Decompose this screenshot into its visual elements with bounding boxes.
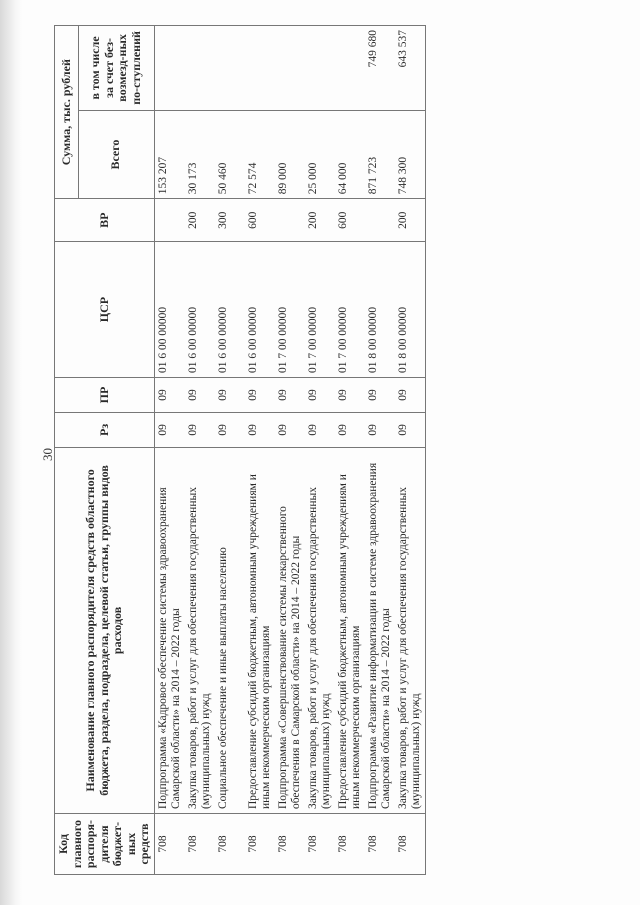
cell-vr [275,199,305,242]
header-code: Код главного распоря-дителя бюджет-ных средств [55,814,155,875]
cell-rz: 09 [275,412,305,447]
cell-pr: 09 [185,378,215,413]
table-row [245,26,275,875]
cell-name: Предоставление субсидий бюджетным, автономным учреждениям и иным некоммерческим организациям [335,447,365,813]
cell-pr: 09 [305,378,335,413]
cell-total: 153 207 [154,110,185,198]
cell-total: 64 000 [335,110,365,198]
table-row [305,26,335,875]
cell-name: Подпрограмма «Кадровое обеспечение системы здравоохранения Самарской области» на 2014 – 2022 годы [154,447,185,813]
cell-code: 708 [365,814,395,875]
cell-pr: 09 [154,378,185,413]
cell-pr: 09 [365,378,395,413]
table-row [365,26,395,875]
cell-csr: 01 8 00 00000 [395,242,426,378]
cell-vr: 600 [245,199,275,242]
table-row [275,26,305,875]
cell-code: 708 [335,814,365,875]
cell-vr [154,199,185,242]
cell-code: 708 [154,814,185,875]
cell-name: Предоставление субсидий бюджетным, автономным учреждениям и иным некоммерческим организациям [245,447,275,813]
cell-name: Социальное обеспечение и иные выплаты населению [215,447,245,813]
cell-vr: 200 [305,199,335,242]
cell-total: 871 723 [365,110,395,198]
cell-code: 708 [185,814,215,875]
table-header [55,26,155,875]
budget-table [54,25,426,875]
cell-free [154,26,185,111]
cell-total: 25 000 [305,110,335,198]
cell-name: Закупка товаров, работ и услуг для обеспечения государственных (муниципальных) нужд [185,447,215,813]
cell-name: Закупка товаров, работ и услуг для обеспечения государственных (муниципальных) нужд [305,447,335,813]
cell-rz: 09 [365,412,395,447]
cell-csr: 01 6 00 00000 [245,242,275,378]
cell-vr: 600 [335,199,365,242]
cell-csr: 01 7 00 00000 [335,242,365,378]
cell-csr: 01 8 00 00000 [365,242,395,378]
cell-pr: 09 [245,378,275,413]
table-row [395,26,426,875]
cell-rz: 09 [395,412,426,447]
cell-csr: 01 6 00 00000 [215,242,245,378]
cell-vr: 200 [395,199,426,242]
cell-total: 748 300 [395,110,426,198]
table-row [154,26,185,875]
cell-code: 708 [215,814,245,875]
header-free: в том числе за счет без-возмезд-ных по-ступлений [78,26,154,111]
cell-rz: 09 [305,412,335,447]
cell-csr: 01 7 00 00000 [275,242,305,378]
cell-pr: 09 [215,378,245,413]
header-total: Всего [78,110,154,198]
table-row [215,26,245,875]
header-sum-group: Сумма, тыс. рублей [55,26,79,199]
cell-code: 708 [395,814,426,875]
header-pr: ПР [55,378,155,413]
cell-csr: 01 6 00 00000 [185,242,215,378]
cell-pr: 09 [335,378,365,413]
cell-rz: 09 [185,412,215,447]
cell-rz: 09 [154,412,185,447]
cell-code: 708 [245,814,275,875]
cell-free [245,26,275,111]
cell-name: Закупка товаров, работ и услуг для обеспечения государственных (муниципальных) нужд [395,447,426,813]
header-vr: ВР [55,199,155,242]
cell-total: 89 000 [275,110,305,198]
cell-free [185,26,215,111]
cell-csr: 01 6 00 00000 [154,242,185,378]
cell-pr: 09 [275,378,305,413]
header-csr: ЦСР [55,242,155,378]
cell-total: 50 460 [215,110,245,198]
cell-vr [365,199,395,242]
table-row [335,26,365,875]
header-rz: Рз [55,412,155,447]
cell-free [215,26,245,111]
cell-free [275,26,305,111]
cell-rz: 09 [245,412,275,447]
cell-total: 30 173 [185,110,215,198]
cell-free [305,26,335,111]
cell-free: 643 537 [395,26,426,111]
cell-name: Подпрограмма «Развитие информатизации в системе здравоохранения Самарской области» на 2014 – 2022 годы [365,447,395,813]
cell-vr: 200 [185,199,215,242]
cell-name: Подпрограмма «Совершенствование системы лекарственного обеспечения в Самарской области» на 2014 – 2022 годы [275,447,305,813]
cell-total: 72 574 [245,110,275,198]
table-body [154,26,425,875]
cell-rz: 09 [335,412,365,447]
cell-code: 708 [275,814,305,875]
header-name: Наименование главного распорядителя средств областного бюджета, раздела, подраздела, целевой статьи, группы видов расходов [55,447,155,813]
table-row [185,26,215,875]
cell-pr: 09 [395,378,426,413]
cell-free: 749 680 [365,26,395,111]
page-number: 30 [40,448,55,461]
cell-vr: 300 [215,199,245,242]
cell-code: 708 [305,814,335,875]
cell-free [335,26,365,111]
cell-csr: 01 7 00 00000 [305,242,335,378]
cell-rz: 09 [215,412,245,447]
